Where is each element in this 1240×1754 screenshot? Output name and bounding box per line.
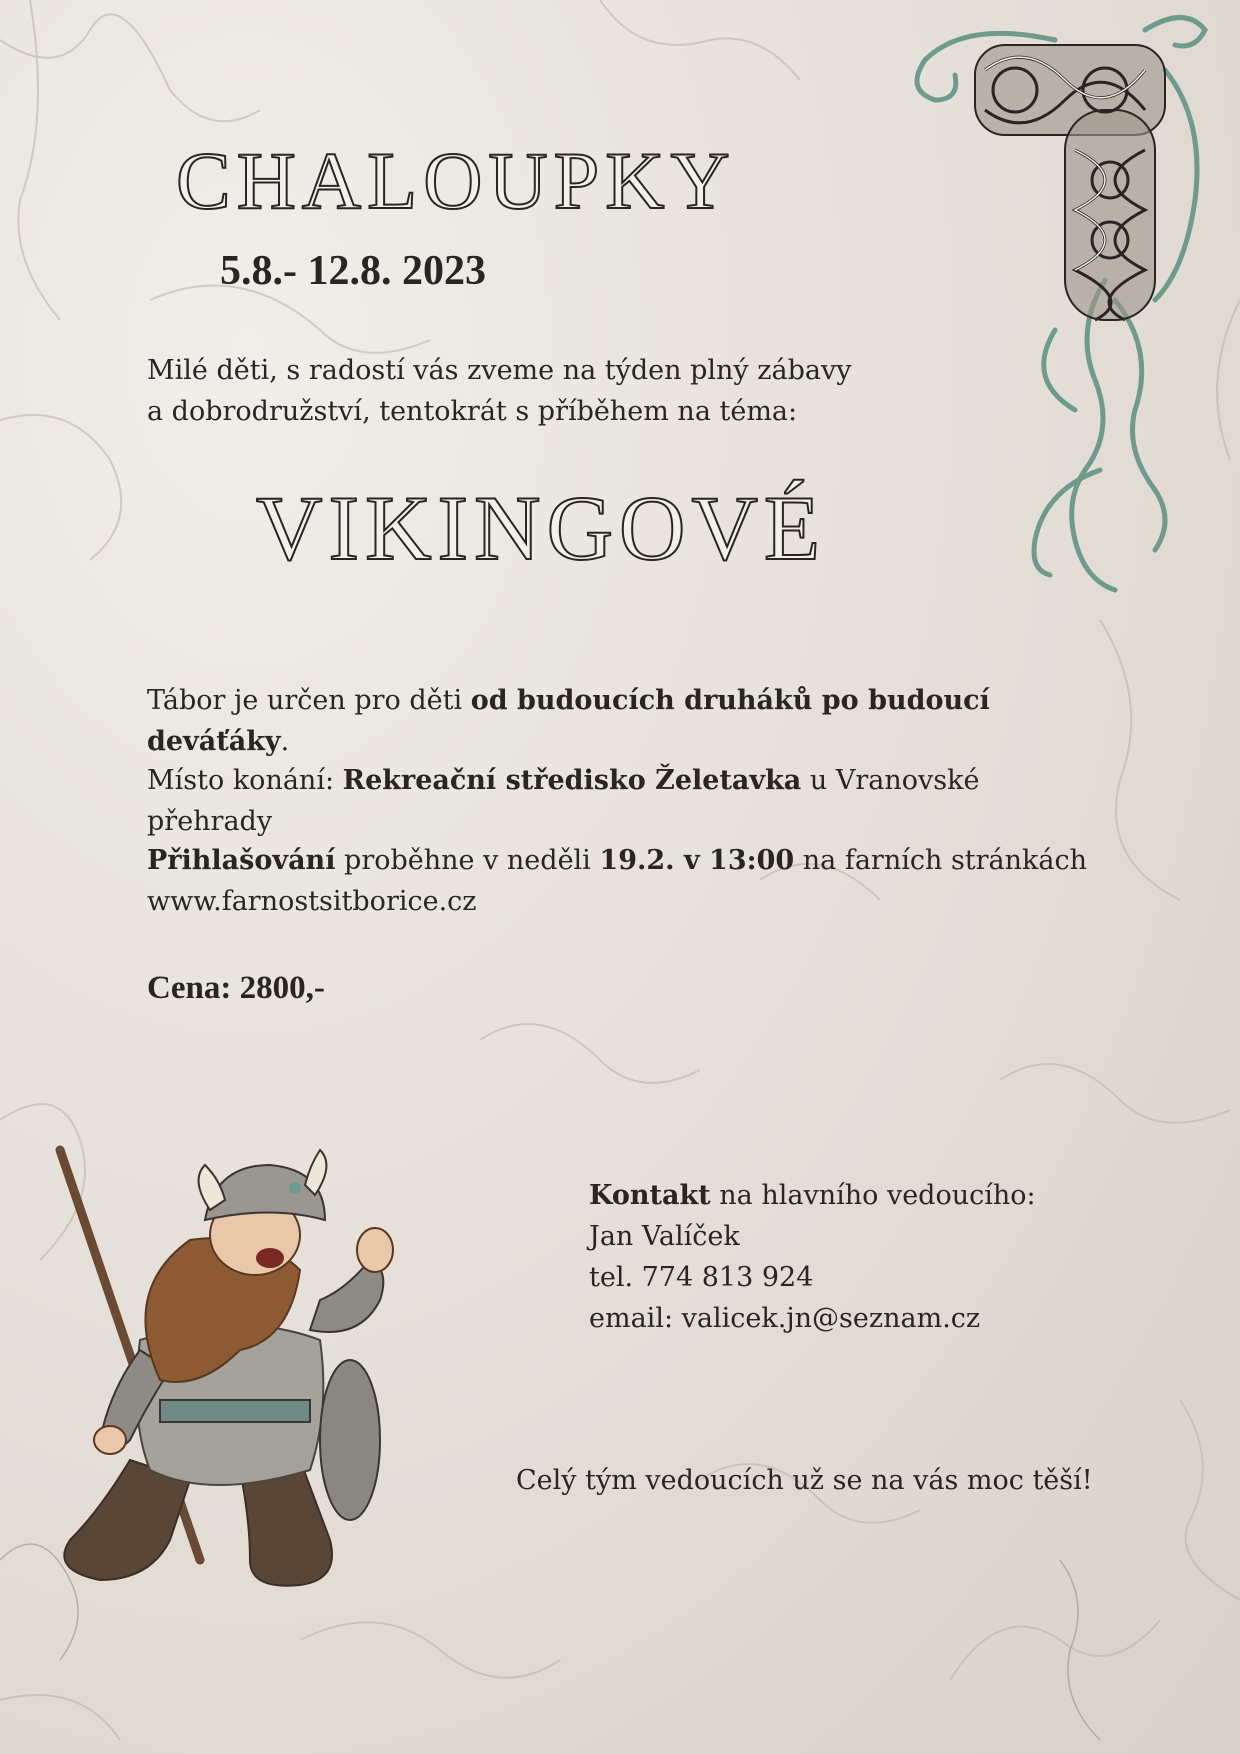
registration-time: 19.2. v 13:00	[599, 845, 795, 876]
venue-bold: Rekreační středisko Želetavka	[342, 765, 802, 796]
registration-text-2: na farních stránkách	[794, 845, 1088, 876]
contact-name: Jan Valíček	[589, 1221, 740, 1252]
celtic-knot-ornament	[905, 0, 1215, 610]
theme-title: VIKINGOVÉ	[256, 477, 827, 579]
venue-paragraph	[147, 760, 1097, 842]
registration-bold: Přihlašování	[147, 845, 336, 876]
venue-prefix: Místo konání:	[147, 765, 343, 796]
audience-paragraph	[147, 680, 1097, 762]
intro-line-1: Milé děti, s radostí vás zveme na týden plný zábavy	[147, 355, 852, 386]
page-title: CHALOUPKY	[176, 135, 736, 226]
contact-label-bold: Kontakt	[589, 1180, 711, 1211]
registration-text-1: proběhne v neděli	[335, 845, 600, 876]
closing-text: Celý tým vedoucích už se na vás moc těší!	[516, 1465, 1093, 1496]
registration-url[interactable]: www.farnostsitborice.cz	[147, 886, 477, 917]
venue-suffix: u Vranovské přehrady	[147, 765, 980, 837]
intro-line-2: a dobrodružství, tentokrát s příběhem na téma:	[147, 396, 798, 427]
contact-email[interactable]: email: valicek.jn@seznam.cz	[589, 1303, 981, 1334]
contact-phone[interactable]: tel. 774 813 924	[589, 1262, 814, 1293]
viking-dwarf-illustration	[40, 1140, 480, 1600]
audience-suffix: .	[280, 726, 290, 757]
price-label: Cena: 2800,-	[147, 970, 325, 1006]
camp-dates: 5.8.- 12.8. 2023	[220, 248, 486, 294]
registration-paragraph	[147, 840, 1097, 922]
audience-prefix: Tábor je určen pro děti	[147, 685, 471, 716]
intro-text	[147, 350, 947, 432]
contact-label-rest: na hlavního vedoucího:	[710, 1180, 1036, 1211]
contact-block	[589, 1175, 1036, 1339]
audience-bold: od budoucích druháků po budoucí deváťáky	[147, 685, 990, 757]
